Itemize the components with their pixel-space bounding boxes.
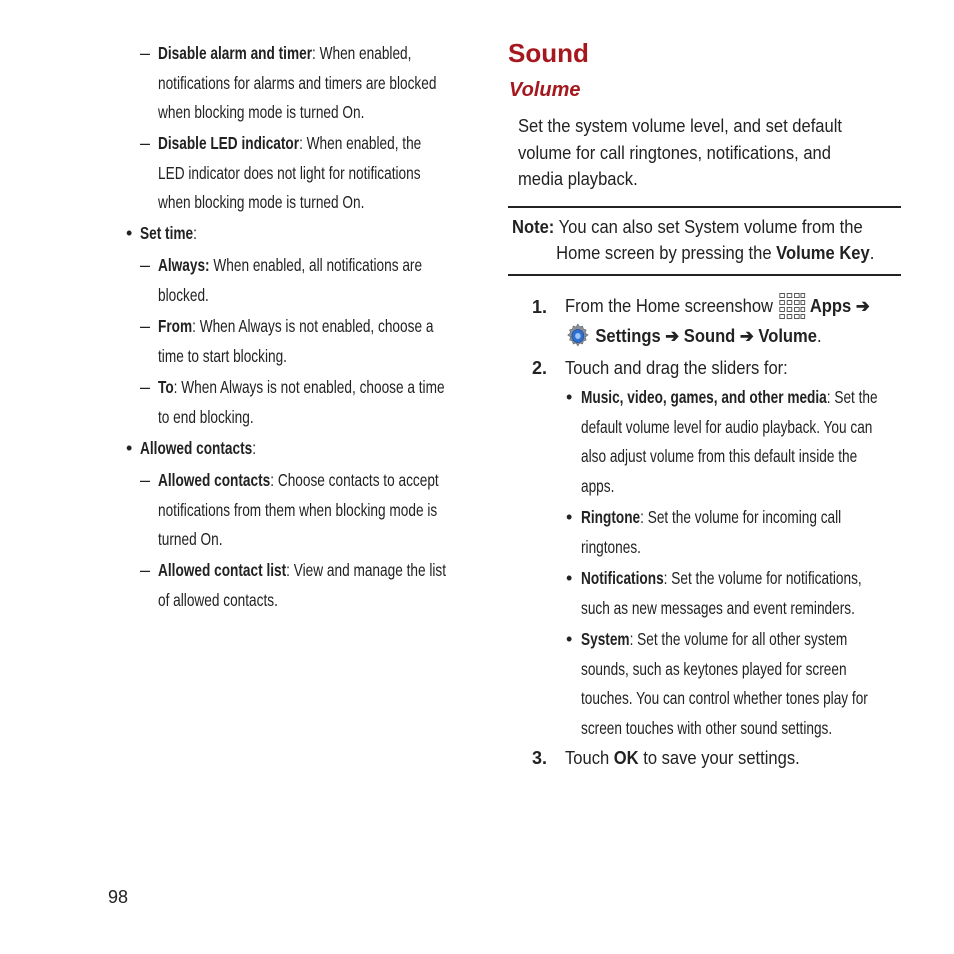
step-text: From the Home screenshow [565,296,778,316]
item-desc: : When enabled, the [299,133,422,153]
dash-marker: – [140,316,151,336]
item-desc: : Set the volume for all other system [629,629,848,649]
note-label: Note: [512,217,555,237]
note-bottom-rule [508,274,901,276]
note-text: . [869,243,875,263]
item-desc: : View and manage the list [286,560,447,580]
step-3 [565,744,800,772]
item-desc: apps. [581,475,615,496]
item-desc: : When Always is not enabled, choose a time [173,377,445,397]
item-term: Music, video, games, and other media [581,387,827,407]
item-desc: : Choose contacts to accept [270,470,439,490]
step-number: 2. [532,358,548,378]
item-desc: also adjust volume from this default inside the [581,446,858,466]
item-desc: LED indicator does not light for notifications [158,162,421,183]
dash-marker: – [140,470,151,490]
bullet-marker: • [566,507,573,527]
item-allowed-contacts [158,466,439,555]
section-title: Sound [508,38,589,68]
item-desc: When enabled, all notifications are [209,255,423,275]
item-term: Disable LED indicator [158,133,300,153]
step-text: Touch [565,748,614,768]
dash-marker: – [140,43,151,63]
item-term: Allowed contacts [158,470,271,490]
item-allowed-contact-list [158,556,446,615]
item-term: Ringtone [581,507,641,527]
item-term: To [158,377,174,397]
dash-marker: – [140,377,151,397]
item-desc: to end blocking. [158,406,254,427]
item-disable-alarm [158,39,436,128]
item-desc: when blocking mode is turned On. [158,102,365,122]
bullet-marker: • [566,568,573,588]
note-top-rule [508,206,901,208]
intro-line: volume for call ringtones, notifications, and [518,142,831,163]
page-number: 98 [108,887,129,907]
item-desc: blocked. [158,284,209,305]
note-text: You can also set System volume from the [554,217,863,237]
item-disable-led [158,129,421,218]
item-desc: such as new messages and event reminders. [581,597,855,618]
note-text: Home screen by pressing the [556,243,777,263]
volume-label: Volume [758,326,817,346]
item-from [158,312,433,371]
step-text: . [816,326,822,346]
dash-marker: – [140,255,151,275]
step-text: to save your settings. [638,748,800,768]
step-2: Touch and drag the sliders for: [565,358,788,378]
bullet-marker: • [126,223,133,243]
item-always [158,251,422,310]
bullet-marker: • [126,438,133,458]
step-number: 1. [532,297,548,317]
item-desc: when blocking mode is turned On. [158,192,365,212]
intro-line: media playback. [518,169,638,189]
item-desc: turned On. [158,529,223,549]
arrow: ➔ [851,296,870,316]
item-desc: notifications for alarms and timers are blocked [158,72,437,93]
item-desc: : Set the [826,387,878,407]
subsection-title: Volume [509,79,581,101]
item-set-time [140,219,197,249]
item-desc: : Set the volume for notifications, [663,568,862,588]
item-desc: notifications from them when blocking mode is [158,499,438,520]
dash-marker: – [140,560,151,580]
item-desc: : [193,223,197,243]
sound-label: Sound [683,326,736,346]
item-term: From [158,316,193,336]
item-desc: touches. You can control whether tones play for [581,688,868,708]
step-number: 3. [532,748,548,768]
slider-music [581,383,878,501]
slider-ringtone [581,503,841,562]
step-1 [565,292,870,350]
dash-marker: – [140,133,151,153]
item-allowed-contacts-heading [140,434,256,464]
bullet-marker: • [566,387,573,407]
settings-gear-icon [565,322,591,350]
item-desc: ringtones. [581,536,641,557]
item-desc: of allowed contacts. [158,589,278,610]
item-desc: : When enabled, [312,43,412,63]
item-term: Set time [140,223,194,243]
item-desc: sounds, such as keytones played for screen [581,658,847,679]
item-desc: : Set the volume for incoming call [640,507,842,527]
item-desc: screen touches with other sound settings. [581,717,833,738]
arrow: ➔ [660,326,684,346]
note-key: Volume Key [776,243,870,263]
intro-paragraph [518,113,842,193]
arrow: ➔ [735,326,759,346]
apps-grid-icon [778,292,806,318]
item-term: Notifications [581,568,664,588]
slider-system [581,625,868,743]
item-desc: : [252,438,257,458]
slider-notifications [581,564,862,623]
item-to [158,373,445,432]
apps-label: Apps [809,296,852,316]
note-box [512,214,874,266]
item-term: Allowed contact list [158,560,287,580]
item-desc: : When Always is not enabled, choose a [192,316,434,336]
item-term: Always: [158,255,210,275]
ok-label: OK [613,748,639,768]
item-term: Allowed contacts [140,438,253,458]
intro-line: Set the system volume level, and set default [518,116,843,136]
bullet-marker: • [566,629,573,649]
item-desc: default volume level for audio playback. You can [581,416,873,437]
item-term: Disable alarm and timer [158,43,313,63]
item-desc: time to start blocking. [158,345,287,366]
settings-label: Settings [595,326,661,346]
item-term: System [581,629,630,649]
